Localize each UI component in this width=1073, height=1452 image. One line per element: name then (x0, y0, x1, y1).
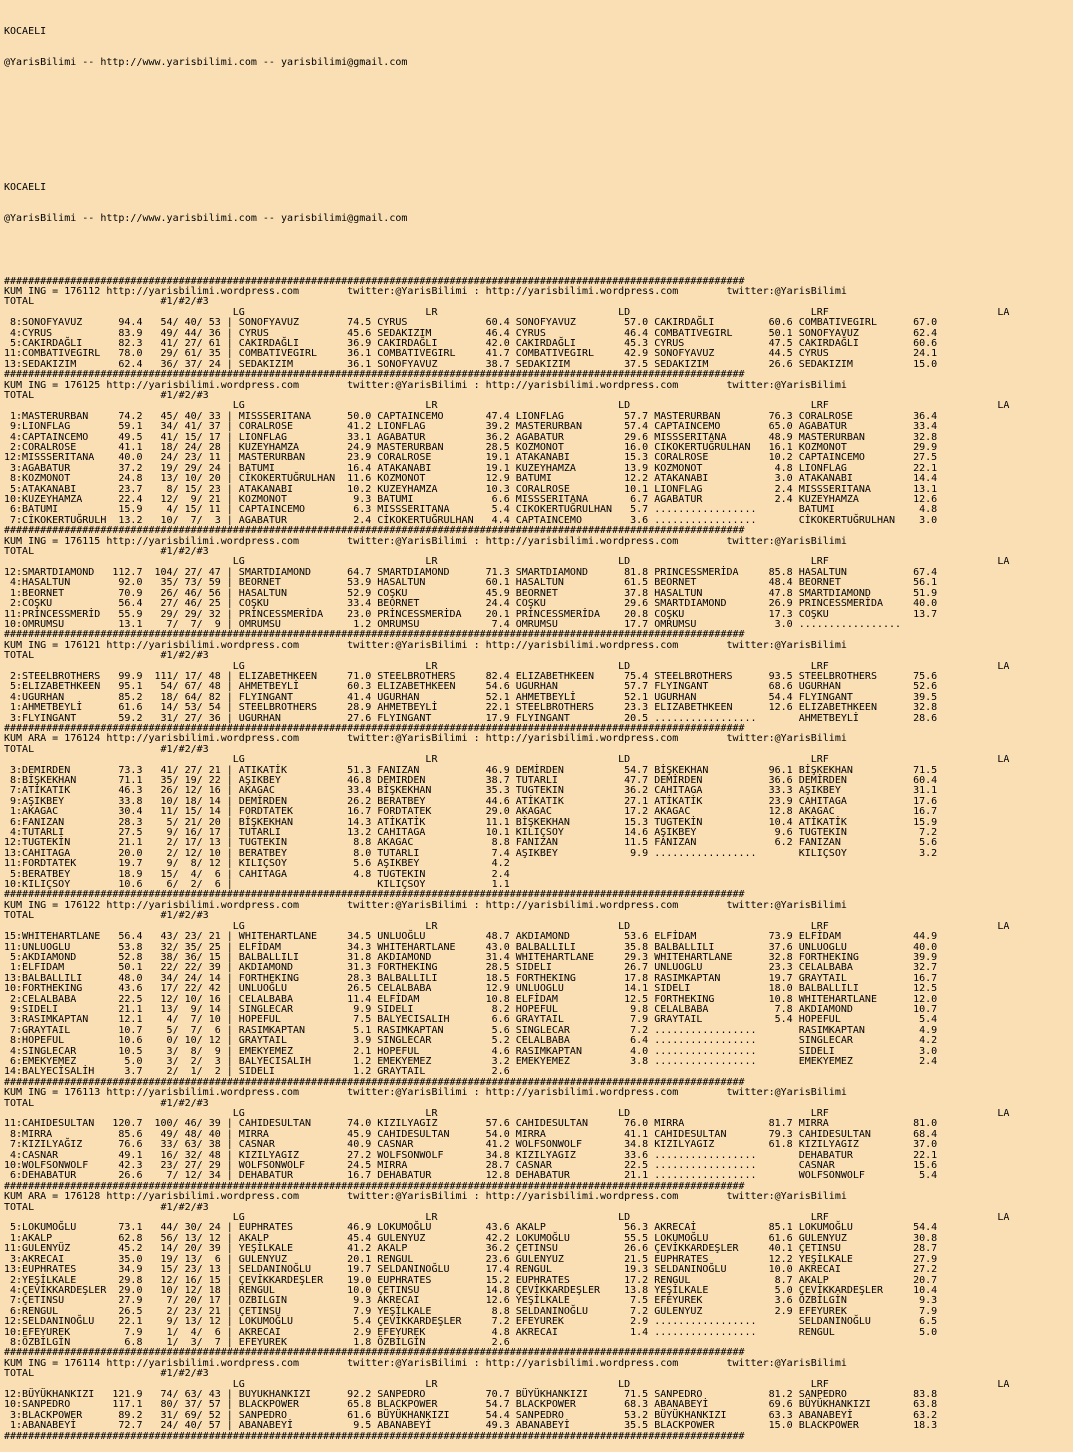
table-row: 8:BİŞKEKHAN 71.1 35/ 19/ 22 | AŞIKBEY 46.8 DEMIRDEN 38.7 TUTARLI 47.7 DEMİRDEN 36.6 DEMİRDEN 60.4 (4, 775, 938, 786)
table-row: 12:MISSSERITANA 40.0 24/ 23/ 11 | MASTERURBAN 23.9 CORALROSE 19.1 ATAKANABI 15.3 CORALROSE 10.2 CAPTAINCEMO 27.5 (4, 452, 938, 464)
table-row: 9:AŞIKBEY 33.8 10/ 18/ 14 | DEMİRDEN 26.2 BERATBEY 44.6 ATİKATIK 27.1 ATİKATİK 23.9 CAHITAGA 17.6 (4, 795, 938, 807)
table-row: 4:HASALTUN 92.0 35/ 73/ 59 | BEORNET 53.9 HASALTUN 60.1 HASALTUN 61.5 BEORNET 48.4 BEORNET 56.1 (4, 577, 938, 589)
column-header-row-1: TOTAL #1/#2/#3 (4, 1201, 233, 1213)
table-row: 5:ATAKANABI 23.7 8/ 15/ 23 | ATAKANABI 10.2 KUZEYHAMZA 10.3 CORALROSE 10.1 LIONFLAG 2.4 MISSSERITANA 13.1 (4, 483, 938, 495)
block-separator: ########################################################################################################################### (4, 1347, 745, 1359)
table-row: 5:AKDIAMOND 52.8 38/ 36/ 15 | BALBALLILI 31.8 AKDIAMOND 31.4 WHITEHARTLANE 29.3 WHITEHARTLANE 32.8 FORTHEKING 39.9 (4, 951, 938, 963)
table-row: 13:EUPHRATES 34.9 15/ 23/ 13 | SELDANINOĞLU 19.7 SELDANINOĞLU 17.4 RENGUL 19.3 SELDANINOĞLU 10.0 AKRECAI 27.2 (4, 1264, 938, 1276)
table-row: 1:AHMETBEYLİ 61.6 14/ 53/ 54 | STEELBROTHERS 28.9 AHMETBEYLİ 22.1 STEELBROTHERS 23.3 ELIZABETHKEEN 12.6 ELIZABETHKEEN 32.8 (4, 702, 938, 714)
table-row: 11:GULENYÜZ 45.2 14/ 20/ 39 | YEŞİLKALE 41.2 AKALP 36.2 ÇETINSU 26.6 ÇEVİKKARDEŞLER 40.1 ÇETINSU 28.7 (4, 1243, 938, 1255)
table-row: 11:COMBATIVEGIRL 78.0 29/ 61/ 35 | COMBATIVEGIRL 36.1 COMBATIVEGIRL 41.7 COMBATIVEGIRL 42.9 SONOFYAVUZ 44.5 CYRUS 24.1 (4, 348, 938, 360)
column-header-row-2: LG LR LD LRF LA (4, 920, 1010, 932)
table-row: 4:TUTARLI 27.5 9/ 16/ 17 | TUTARLI 13.2 CAHITAGA 10.1 KILIÇSOY 14.6 AŞIKBEY 9.6 TUGTEKIN 7.2 (4, 827, 938, 839)
block-title: KUM ING = 176114 http://yarisbilimi.wordpress.com twitter:@YarisBilimi : http://yarisbilimi.wordpress.com twitter:@YarisBilimi (4, 1357, 847, 1369)
table-row: 1:AKAGAC 30.4 11/ 15/ 14 | FORDTATEK 16.7 FORDTATEK 29.0 AKAGAC 17.2 AKAGAC 12.8 AKAGAC 16.7 (4, 806, 938, 818)
table-row: 5:ELIZABETHKEEN 95.1 54/ 67/ 48 | AHMETBEYLİ 60.3 ELIZABETHKEEN 54.6 UGURHAN 57.7 FLYINGANT 68.6 UGURHAN 52.6 (4, 681, 938, 693)
header-city-1: KOCAELI (4, 25, 47, 37)
block-title: KUM ARA = 176124 http://yarisbilimi.wordpress.com twitter:@YarisBilimi : http://yarisbilimi.wordpress.com twitter:@YarisBilimi (4, 733, 847, 745)
block-title: KUM ING = 176115 http://yarisbilimi.wordpress.com twitter:@YarisBilimi : http://yarisbilimi.wordpress.com twitter:@YarisBilimi (4, 535, 847, 547)
table-row: 8:SONOFYAVUZ 94.4 54/ 40/ 53 | SONOFYAVUZ 74.5 CYRUS 60.4 SONOFYAVUZ 57.0 CAKIRDAĞLI 60.6 COMBATIVEGIRL 67.0 (4, 317, 938, 329)
table-row: 2:CORALROSE 41.1 18/ 24/ 28 | KUZEYHAMZA 24.9 MASTERURBAN 28.5 KOZMONOT 16.0 CIKOKERTUĞRULHAN 16.1 KOZMONOT 29.9 (4, 442, 938, 453)
table-row: 3:RASIMKAPTAN 12.1 4/ 7/ 10 | HOPEFUL 7.5 BALYECISALIH 6.6 GRAYTAIL 7.9 GRAYTAIL 5.4 HOPEFUL 5.4 (4, 1014, 938, 1026)
block-separator: ########################################################################################################################### (4, 1180, 745, 1192)
table-row: 2:YEŞİLKALE 29.8 12/ 16/ 15 | ÇEVİKKARDEŞLER 19.0 EUPHRATES 15.2 EUPHRATES 17.2 RENGUL 8.7 AKALP 20.7 (4, 1274, 938, 1286)
table-row: 15:WHITEHARTLANE 56.4 43/ 23/ 21 | WHITEHARTLANE 34.5 UNLUOĞLU 48.7 AKDIAMOND 53.6 ELFİDAM 73.9 ELFİDAM 44.9 (4, 931, 938, 943)
table-row: 4:CAPTAINCEMO 49.5 41/ 15/ 17 | LIONFLAG 33.1 AGABATUR 36.2 AGABATUR 29.6 MISSSERITANA 48.9 MASTERURBAN 32.8 (4, 431, 938, 443)
table-row: 7:CİKOKERTUĞRULH 13.2 10/ 7/ 3 | AGABATUR 2.4 CİKOKERTUĞRULHAN 4.4 CAPTAINCEMO 3.6 ................. CİKOKERTUĞRULHAN 3.0 (4, 514, 938, 526)
table-row: 2:CELALBABA 22.5 12/ 10/ 16 | CELALBABA 11.4 ELFİDAM 10.8 ELFİDAM 12.5 FORTHEKING 10.8 WHITEHARTLANE 12.0 (4, 993, 938, 1005)
table-row: 7:GRAYTAIL 10.7 5/ 7/ 6 | RASIMKAPTAN 5.1 RASIMKAPTAN 5.6 SINGLECAR 7.2 ................. RASIMKAPTAN 4.9 (4, 1024, 938, 1036)
table-row: 7:ATİKATIK 46.3 26/ 12/ 16 | AKAGAC 33.4 BİŞKEKHAN 35.3 TUGTEKIN 36.2 CAHITAGA 33.3 AŞIKBEY 31.1 (4, 785, 938, 797)
table-row: 4:CYRUS 83.9 49/ 44/ 36 | CYRUS 45.6 SEDAKIZIM 46.4 CYRUS 46.4 COMBATIVEGIRL 50.1 SONOFYAVUZ 62.4 (4, 327, 938, 339)
table-row: 10:KUZEYHAMZA 22.4 12/ 9/ 21 | KOZMONOT 9.3 BATUMI 6.6 MISSSERITANA 6.7 AGABATUR 2.4 KUZEYHAMZA 12.6 (4, 494, 938, 506)
table-row: 12:SMARTDIAMOND 112.7 104/ 27/ 47 | SMARTDIAMOND 64.7 SMARTDIAMOND 71.3 SMARTDIAMOND 81.8 PRINCESSMERİDA 85.8 HASALTUN 67.4 (4, 566, 938, 578)
table-row: 2:STEELBROTHERS 99.9 111/ 17/ 48 | ELIZABETHKEEN 71.0 STEELBROTHERS 82.4 ELIZABETHKEEN 75.4 STEELBROTHERS 93.5 STEELBROTHERS 75.6 (4, 670, 938, 682)
block-title: KUM ING = 176125 http://yarisbilimi.wordpress.com twitter:@YarisBilimi : http://yarisbilimi.wordpress.com twitter:@YarisBilimi (4, 379, 847, 391)
column-header-row-2: LG LR LD LRF LA (4, 1212, 1010, 1224)
table-row: 10:FORTHEKING 43.6 17/ 22/ 42 | UNLUOĞLU 26.5 CELALBABA 12.9 UNLUOGLU 14.1 SIDELI 18.0 BALBALLILI 12.5 (4, 983, 938, 995)
table-row: 8:ÖZBİLGİN 6.8 1/ 3/ 7 | EFEYUREK 1.8 ÖZBİLGİN 2.6 (4, 1336, 938, 1348)
table-row: 10:SANPEDRO 117.1 80/ 37/ 57 | BLACKPOWER 65.8 BLACKPOWER 54.7 BLACKPOWER 68.3 ABANABEYİ 69.6 BÜYÜKHANKIZI 63.8 (4, 1399, 938, 1411)
column-header-row-2: LG LR LD LRF LA (4, 1378, 1010, 1390)
column-header-row-2: LG LR LD LRF LA (4, 754, 1010, 766)
block-separator: ########################################################################################################################### (4, 525, 745, 537)
report-blocks (4, 277, 1069, 1443)
table-row: 1:AKALP 62.8 56/ 13/ 12 | AKALP 45.4 GULENYUZ 42.2 LOKUMOĞLU 55.5 LOKUMOĞLU 61.6 GULENYUZ 30.8 (4, 1232, 938, 1244)
block-separator: ########################################################################################################################### (4, 1076, 745, 1088)
table-row: 2:COŞKU 56.4 27/ 46/ 25 | COŞKU 33.4 BEORNET 24.4 COŞKU 29.6 SMARTDIAMOND 26.9 PRINCESSMERİDA 40.0 (4, 598, 938, 610)
block-separator: ########################################################################################################################### (4, 629, 745, 641)
table-row: 3:BLACKPOWER 89.2 31/ 69/ 52 | SANPEDRO 61.6 BÜYÜKHANKIZI 54.4 SANPEDRO 53.2 BÜYÜKHANKIZI 63.3 ABANABEYİ 63.2 (4, 1409, 938, 1421)
column-header-row-1: TOTAL #1/#2/#3 (4, 546, 233, 558)
table-row: 12:TUGTEKİN 21.1 2/ 17/ 13 | TUGTEKIN 8.8 AKAGAC 8.8 FANIZAN 11.5 FANIZAN 6.2 FANIZAN 5.6 (4, 837, 938, 849)
table-row: 8:MIRRA 85.6 49/ 48/ 40 | MIRRA 45.9 CAHIDESULTAN 54.0 MIRRA 41.1 CAHIDESULTAN 79.3 CAHIDESULTAN 68.4 (4, 1128, 938, 1140)
table-row: 6:EMEKYEMEZ 5.0 3/ 2/ 3 | BALYECISALIH 1.2 EMEKYEMEZ 3.2 EMEKYEMEZ 3.8 ................. EMEKYEMEZ 2.4 (4, 1055, 938, 1067)
header-city-2: KOCAELI (4, 181, 47, 193)
block-separator: ########################################################################################################################### (4, 722, 745, 734)
table-row: 4:ÇEVİKKARDEŞLER 29.0 10/ 12/ 18 | RENGUL 10.0 ÇETINSU 14.8 ÇEVİKKARDEŞLER 13.8 YEŞİLKALE 5.0 ÇEVİKKARDEŞLER 10.4 (4, 1284, 938, 1296)
column-header-row-1: TOTAL #1/#2/#3 (4, 1097, 233, 1109)
table-row: 6:DEHABATUR 26.6 7/ 12/ 34 | DEHABATUR 16.7 DEHABATUR 12.8 DEHABATUR 21.1 ................. WOLFSONWOLF 5.4 (4, 1170, 938, 1182)
table-row: 10:EFEYUREK 7.9 1/ 4/ 6 | AKRECAI 2.9 EFEYUREK 4.8 AKRECAI 1.4 ................. RENGUL 5.0 (4, 1326, 938, 1338)
table-row: 6:BATUMI 15.9 4/ 15/ 11 | CAPTAINCEMO 6.3 MISSSERITANA 5.4 CIKOKERTUĞRULHAN 5.7 ................. BATUMI 4.8 (4, 504, 938, 516)
table-row: 11:UNLUOGLU 53.8 32/ 35/ 25 | ELFİDAM 34.3 WHITEHARTLANE 43.0 BALBALLILI 35.8 BALBALLILI 37.6 UNLUOGLU 40.0 (4, 941, 938, 953)
block-title: KUM ING = 176113 http://yarisbilimi.wordpress.com twitter:@YarisBilimi : http://yarisbilimi.wordpress.com twitter:@YarisBilimi (4, 1087, 847, 1099)
table-row: 11:PRİNCESSMERİD 55.9 29/ 29/ 32 | PRİNCESSMERİDA 23.0 PRİNCESSMERİDA 20.1 PRİNCESSMERİDA 20.8 COŞKU 17.3 COŞKU 13.7 (4, 608, 938, 620)
table-row: 3:FLYINGANT 59.2 31/ 27/ 36 | UGURHAN 27.6 FLYINGANT 17.9 FLYINGANT 20.5 ................. AHMETBEYLİ 28.6 (4, 712, 938, 724)
table-row: 3:AGABATUR 37.2 19/ 29/ 24 | BATUMI 16.4 ATAKANABI 19.1 KUZEYHAMZA 13.9 KOZMONOT 4.8 LIONFLAG 22.1 (4, 462, 938, 474)
block-separator: ########################################################################################################################### (4, 369, 745, 381)
table-row: 10:OMRUMSU 13.1 7/ 7/ 9 | OMRUMSU 1.2 OMRUMSU 7.4 OMRUMSU 17.7 OMRUMSU 3.0 ................. (4, 618, 938, 630)
table-row: 4:CASNAR 49.1 16/ 32/ 48 | KIZILYAGIZ 27.2 WOLFSONWOLF 34.8 KIZILYAGIZ 33.6 ................. DEHABATUR 22.1 (4, 1149, 938, 1161)
table-row: 5:CAKIRDAĞLI 82.3 41/ 27/ 61 | CAKIRDAĞLI 36.9 CAKIRDAĞLI 42.0 CAKIRDAĞLI 45.3 CYRUS 47.5 CAKIRDAĞLI 60.6 (4, 337, 938, 349)
block-title: KUM ING = 176122 http://yarisbilimi.wordpress.com twitter:@YarisBilimi : http://yarisbilimi.wordpress.com twitter:@YarisBilimi (4, 899, 847, 911)
table-row: 13:BALBALLILI 48.0 34/ 24/ 14 | FORTHEKING 28.3 BALBALLILI 18.5 FORTHEKING 17.8 RASIMKAPTAN 19.7 GRAYTAIL 16.7 (4, 972, 938, 984)
table-row: 5:BERATBEY 18.9 15/ 4/ 6 | CAHITAGA 4.8 TUGTEKIN 2.4 (4, 868, 938, 880)
column-header-row-1: TOTAL #1/#2/#3 (4, 650, 233, 662)
table-row: 8:KOZMONOT 24.8 13/ 10/ 20 | CİKOKERTUĞRULHAN 11.6 KOZMONOT 12.9 BATUMI 12.2 ATAKANABI 3.0 ATAKANABI 14.4 (4, 473, 938, 485)
table-row: 7:ÇETINSU 27.9 7/ 20/ 17 | OZBILGIN 9.3 AKRECAI 12.6 YEŞİLKALE 7.5 EFEYUREK 3.6 ÖZBİLGİN 9.3 (4, 1295, 938, 1307)
column-header-row-1: TOTAL #1/#2/#3 (4, 743, 233, 755)
table-row: 14:BALYECİSALİH 3.7 2/ 1/ 2 | SIDELI 1.2 GRAYTAIL 2.6 (4, 1066, 938, 1078)
column-header-row-2: LG LR LD LRF LA (4, 400, 1010, 412)
table-row: 1:ABANABEYİ 72.7 24/ 40/ 57 | ABANABEYİ 9.5 ABANABEYİ 49.3 ABANABEYİ 35.5 BLACKPOWER 15.0 BLACKPOWER 18.3 (4, 1420, 938, 1432)
column-header-row-2: LG LR LD LRF LA (4, 306, 1010, 318)
table-row: 13:SEDAKIZIM 62.4 36/ 37/ 24 | SEDAKIZIM 36.1 SONOFYAVUZ 38.7 SEDAKIZIM 37.5 SEDAKIZIM 26.6 SEDAKIZIM 15.0 (4, 358, 938, 370)
column-header-row-1: TOTAL #1/#2/#3 (4, 1368, 233, 1380)
table-row: 10:WOLFSONWOLF 42.3 23/ 27/ 29 | WOLFSONWOLF 24.5 MIRRA 28.7 CASNAR 22.5 ................. CASNAR 15.6 (4, 1160, 938, 1172)
table-row: 10:KILIÇSOY 10.6 6/ 2/ 6 | KILIÇSOY 1.1 (4, 879, 938, 891)
table-row: 4:SINGLECAR 10.5 3/ 8/ 9 | EMEKYEMEZ 2.1 HOPEFUL 4.6 RASIMKAPTAN 4.0 ................. SIDELI 3.0 (4, 1045, 938, 1057)
header-contact-2: @YarisBilimi -- http://www.yarisbilimi.com -- yarisbilimi@gmail.com (4, 213, 408, 225)
table-row: 9:SIDELI 21.1 13/ 9/ 14 | SINGLECAR 9.9 SIDELI 8.2 HOPEFUL 9.8 CELALBABA 7.8 AKDIAMOND 10.7 (4, 1003, 938, 1015)
table-row: 1:BEORNET 70.9 26/ 46/ 56 | HASALTUN 52.9 COŞKU 45.9 BEORNET 37.8 HASALTUN 47.8 SMARTDIAMOND 51.9 (4, 587, 938, 599)
block-title: KUM ING = 176112 http://yarisbilimi.wordpress.com twitter:@YarisBilimi : http://yarisbilimi.wordpress.com twitter:@YarisBilimi (4, 285, 847, 297)
block-separator: ########################################################################################################################### (4, 1430, 745, 1442)
table-row: 11:FORDTATEK 19.7 9/ 8/ 12 | KILIÇSOY 5.6 AŞIKBEY 4.2 (4, 858, 938, 870)
table-row: 12:SELDANINOĞLU 22.1 9/ 13/ 12 | LOKUMOĞLU 5.4 ÇEVİKKARDEŞLER 7.2 EFEYUREK 2.9 ................. SELDANINOĞLU 6.5 (4, 1316, 938, 1328)
table-row: 9:LIONFLAG 59.1 34/ 41/ 37 | CORALROSE 41.2 LIONFLAG 39.2 MASTERURBAN 57.4 CAPTAINCEMO 65.0 AGABATUR 33.4 (4, 421, 938, 433)
table-row: 4:UGURHAN 85.2 18/ 64/ 82 | FLYINGANT 41.4 UGURHAN 52.1 AHMETBEYLİ 52.1 UGURHAN 54.4 FLYINGANT 39.5 (4, 691, 938, 703)
table-row: 1:MASTERURBAN 74.2 45/ 40/ 33 | MISSSERITANA 50.0 CAPTAINCEMO 47.4 LIONFLAG 57.7 MASTERURBAN 76.3 CORALROSE 36.4 (4, 410, 938, 422)
block-separator: ########################################################################################################################### (4, 889, 745, 901)
block-separator: ########################################################################################################################### (4, 275, 745, 287)
column-header-row-1: TOTAL #1/#2/#3 (4, 910, 233, 922)
header-contact-1: @YarisBilimi -- http://www.yarisbilimi.com -- yarisbilimi@gmail.com (4, 57, 408, 69)
table-row: 3:DEMIRDEN 73.3 41/ 27/ 21 | ATIKATİK 51.3 FANIZAN 46.9 DEMİRDEN 54.7 BİŞKEKHAN 96.1 BİŞKEKHAN 71.5 (4, 764, 938, 776)
column-header-row-2: LG LR LD LRF LA (4, 1108, 1010, 1119)
table-row: 7:KIZILYAĞIZ 76.6 33/ 63/ 38 | CASNAR 40.9 CASNAR 41.2 WOLFSONWOLF 34.8 KIZILYAGIZ 61.8 KIZILYAGIZ 37.0 (4, 1139, 938, 1151)
column-header-row-1: TOTAL #1/#2/#3 (4, 389, 233, 401)
block-title: KUM ING = 176121 http://yarisbilimi.wordpress.com twitter:@YarisBilimi : http://yarisbilimi.wordpress.com twitter:@YarisBilimi (4, 639, 847, 651)
table-row: 6:RENGUL 26.5 2/ 23/ 21 | ÇETINSU 7.9 YEŞİLKALE 8.8 SELDANINOĞLU 7.2 GULENYUZ 2.9 EFEYUREK 7.9 (4, 1305, 938, 1317)
table-row: 12:BÜYÜKHANKIZI 121.9 74/ 63/ 43 | BUYUKHANKIZI 92.2 SANPEDRO 70.7 BÜYÜKHANKIZI 71.5 SANPEDRO 81.2 SANPEDRO 83.8 (4, 1388, 938, 1400)
table-row: 13:CAHITAGA 20.0 2/ 12/ 10 | BERATBEY 8.0 TUTARLI 7.4 AŞIKBEY 9.9 ................. KILIÇSOY 3.2 (4, 847, 938, 859)
table-row: 8:HOPEFUL 10.6 0/ 10/ 12 | GRAYTAIL 3.9 SINGLECAR 5.2 CELALBABA 6.4 ................. SINGLECAR 4.2 (4, 1035, 938, 1047)
table-row: 1:ELFIDAM 50.1 22/ 22/ 39 | AKDIAMOND 31.3 FORTHEKING 28.5 SIDELI 26.7 UNLUOGLU 23.3 CELALBABA 32.7 (4, 962, 938, 974)
table-row: 6:FANIZAN 28.3 5/ 21/ 20 | BİŞKEKHAN 14.3 ATİKATİK 11.1 BİŞKEKHAN 15.3 TUGTEKİN 10.4 ATİKATİK 15.9 (4, 816, 938, 828)
block-title: KUM ARA = 176128 http://yarisbilimi.wordpress.com twitter:@YarisBilimi : http://yarisbilimi.wordpress.com twitter:@YarisBilimi (4, 1191, 847, 1203)
table-row: 3:AKRECAI 35.0 19/ 13/ 6 | GULENYUZ 20.1 RENGUL 23.6 GULENYUZ 21.5 EUPHRATES 12.2 YEŞİLKALE 27.9 (4, 1253, 938, 1265)
column-header-row-1: TOTAL #1/#2/#3 (4, 296, 233, 308)
table-row: 5:LOKUMOĞLU 73.1 44/ 30/ 24 | EUPHRATES 46.9 LOKUMOĞLU 43.6 AKALP 56.3 AKRECAİ 85.1 LOKUMOĞLU 54.4 (4, 1222, 938, 1234)
table-row: 11:CAHIDESULTAN 120.7 100/ 46/ 39 | CAHIDESULTAN 74.0 KIZILYAGIZ 57.6 CAHIDESULTAN 76.0 MIRRA 81.7 MIRRA 81.0 (4, 1118, 938, 1130)
column-header-row-2: LG LR LD LRF LA (4, 660, 1010, 672)
column-header-row-2: LG LR LD LRF LA (4, 556, 1010, 568)
